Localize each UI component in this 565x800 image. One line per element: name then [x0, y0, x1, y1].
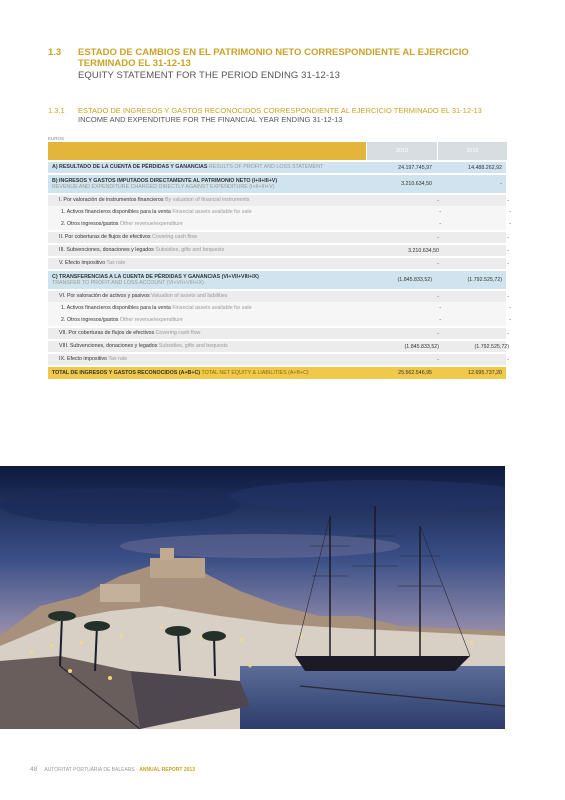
value-2013: - — [439, 209, 441, 215]
footer-report: ANNUAL REPORT 2013 — [139, 767, 195, 773]
harbor-photo — [0, 466, 505, 729]
row-label-en: Covering cash flow — [152, 234, 197, 241]
row-label: A) RESULTADO DE LA CUENTA DE PÉRDIDAS Y GANANCIAS — [52, 164, 208, 171]
page-number: 48 — [30, 766, 38, 773]
row-label: VI. Por valoración de activos y pasivos — [59, 293, 150, 300]
value-2013: 3.210.634,50 — [401, 181, 432, 187]
footer-separator: · — [134, 767, 140, 773]
row-label-en: RESULTS OF PROFIT AND LOSS STATEMENT — [208, 164, 324, 171]
table-row — [48, 328, 509, 339]
row-label: C) TRANSFERENCIAS A LA CUENTA DE PÉRDIDAS Y GANANCIAS (VI+VII+VIII+IX) — [52, 273, 259, 280]
header-spacer — [48, 142, 366, 160]
table-row — [48, 314, 511, 326]
row-label-en: Other revenue/expenditure — [119, 220, 183, 227]
row-label: B) INGRESOS Y GASTOS IMPUTADOS DIRECTAMENTE AL PATRIMONIO NETO (I+II+III+V) — [52, 177, 278, 184]
value-2013: (1.845.833,52) — [404, 343, 439, 350]
year-column-2013: 2013 — [366, 142, 437, 160]
value-2013: - — [437, 197, 439, 204]
footer-org: AUTORITAT PORTUÀRIA DE BALEARS — [44, 767, 135, 773]
page-footer — [30, 766, 195, 773]
table-row — [48, 271, 506, 289]
table-row — [48, 258, 509, 269]
value-2013: - — [439, 317, 441, 323]
row-label: VII. Por coberturas de flujos de efectivos — [59, 330, 155, 337]
subsection-number: 1.3.1 — [48, 106, 65, 115]
row-label: TOTAL DE INGRESOS Y GASTOS RECONOCIDOS (A+B+C) — [52, 369, 201, 376]
table-row — [48, 302, 511, 314]
value-2012: - — [500, 181, 502, 187]
row-label: 2. Otros ingresos/gastos — [61, 316, 119, 323]
value-2012: - — [507, 234, 509, 241]
value-2013: - — [437, 330, 439, 337]
harbor-photo-illustration — [0, 466, 505, 729]
table-row — [48, 232, 509, 243]
value-2013: - — [439, 305, 441, 311]
row-label: VIII. Subvenciones, donaciones y legados — [59, 343, 158, 350]
section-number: 1.3 — [48, 47, 62, 58]
value-2012: (1.792.525,72) — [474, 343, 509, 350]
table-row — [48, 218, 511, 230]
table-row — [48, 195, 509, 206]
row-label: IX. Efecto impositivo — [59, 356, 107, 363]
row-label-en: Financial assets available for sale — [172, 208, 252, 215]
table-row — [48, 291, 509, 302]
value-2012: - — [507, 330, 509, 337]
row-label-en: Valuation of assets and liabilities — [151, 293, 228, 300]
value-2013: - — [437, 293, 439, 300]
value-2013: - — [437, 234, 439, 241]
value-2013: - — [439, 221, 441, 227]
value-2013: 25.562.546,95 — [398, 370, 432, 376]
row-label-en: Tax rate — [108, 356, 128, 363]
table-row — [48, 354, 509, 365]
table-row — [48, 206, 511, 218]
value-2013: 3.210.634,50 — [408, 247, 439, 254]
value-2013: - — [437, 356, 439, 363]
table-row — [48, 175, 506, 193]
value-2012: 14.488.262,92 — [468, 164, 502, 171]
value-2012: - — [507, 247, 509, 254]
value-2013: (1.845.833,52) — [397, 277, 432, 283]
value-2012: - — [507, 197, 509, 204]
row-label-en: Subsidies, gifts and bequests — [158, 343, 228, 350]
value-2012: - — [509, 221, 511, 227]
table-row-total — [48, 367, 506, 379]
table-row — [48, 341, 509, 352]
row-label-en: Other revenue/expenditure — [119, 316, 183, 323]
section-title: ESTADO DE CAMBIOS EN EL PATRIMONIO NETO CORRESPONDIENTE AL EJERCICIO TERMINADO EL 31-12-13 — [78, 47, 469, 69]
table-row — [48, 245, 509, 256]
row-label-en: Subsidies, gifts and bequests — [155, 247, 225, 254]
value-2012: (1.792.525,72) — [467, 277, 502, 283]
section-subtitle: EQUITY STATEMENT FOR THE PERIOD ENDING 31-12-13 — [78, 70, 340, 81]
table-header — [48, 142, 506, 160]
value-2012: - — [509, 209, 511, 215]
row-label-en: Tax rate — [106, 260, 126, 267]
unit-label: EUROS — [48, 136, 65, 141]
row-label: 1. Activos financieros disponibles para la venta — [61, 304, 171, 311]
value-2012: 12.695.737,20 — [468, 370, 502, 376]
value-2012: - — [507, 260, 509, 267]
row-label: V. Efecto impositivo — [59, 260, 106, 267]
row-label: 2. Otros ingresos/gastos — [61, 220, 119, 227]
year-column-2012: 2012 — [437, 142, 507, 160]
value-2013: - — [437, 260, 439, 267]
income-expenditure-table — [48, 142, 511, 379]
subsection-subtitle: INCOME AND EXPENDITURE FOR THE FINANCIAL YEAR ENDING 31-12-13 — [78, 115, 343, 124]
row-label-en: Financial assets available for sale — [172, 304, 252, 311]
row-label-en: TOTAL NET EQUITY & LIABILITIES (A+B+C) — [201, 369, 309, 376]
row-label: III. Subvenciones, donaciones y legados — [59, 247, 154, 254]
row-label: 1. Activos financieros disponibles para la venta — [61, 208, 171, 215]
value-2012: - — [509, 305, 511, 311]
row-label: II. Por coberturas de flujos de efectivos — [59, 234, 151, 241]
value-2012: - — [509, 317, 511, 323]
row-label-en: REVENUE AND EXPENDITURE CHARGED DIRECTLY AGAINST EXPENDITURE (I+II+III+V) — [52, 184, 275, 190]
value-2013: 24.197.745,97 — [398, 164, 432, 171]
row-label-en: By valuation of financial instruments — [165, 197, 250, 204]
table-row — [48, 162, 506, 173]
value-2012: - — [507, 356, 509, 363]
row-label-en: TRANSFER TO PROFIT AND LOSS ACCOUNT (VI+VII+VIII+IX) — [52, 280, 204, 286]
row-label-en: Covering cash flow — [155, 330, 201, 337]
row-label: I. Por valoración de instrumentos financieros — [59, 197, 164, 204]
subsection-title: ESTADO DE INGRESOS Y GASTOS RECONOCIDOS CORRESPONDIENTE AL EJERCICIO TERMINADO EL 31-12-13 — [78, 106, 482, 115]
value-2012: - — [507, 293, 509, 300]
